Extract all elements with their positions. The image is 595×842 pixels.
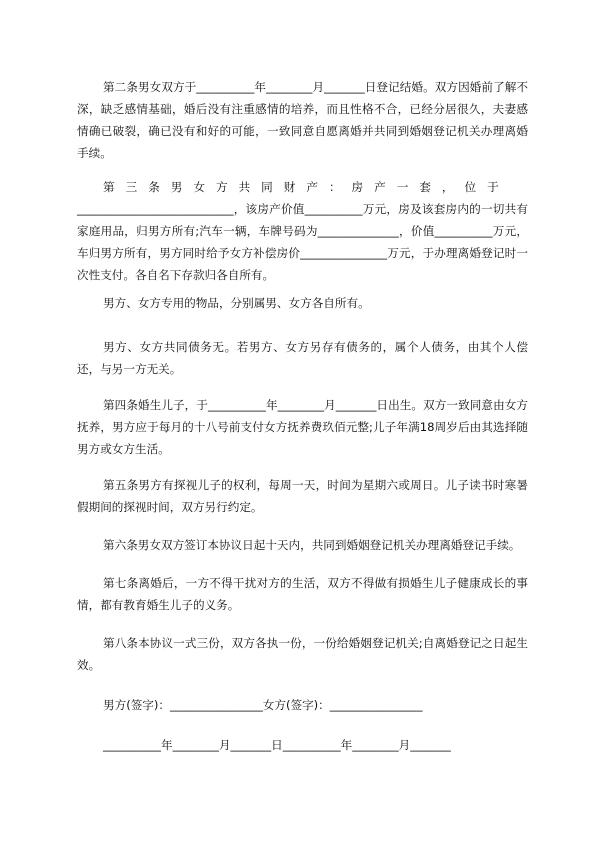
article-3-heading: 第三条男女方共同财产：房产一套，位于 (103, 180, 510, 194)
article-6: 第六条男女双方签订本协议日起十天内，共同到婚姻登记机关办理离婚登记手续。 (103, 538, 521, 552)
article-5: 第五条男方有探视儿子的权利，每周一天，时间为星期六或周日。儿子读书时寒暑假期间的探视时间，双方另行约定。 (77, 478, 528, 514)
article-8: 第八条本协议一式三份，双方各执一份，一份给婚姻登记机关;自离婚登记之日起生效。 (77, 636, 528, 672)
article-7: 第七条离婚后，一方不得干扰对方的生活，双方不得做有损婚生儿子健康成长的事情，都有教育婚生儿子的义务。 (77, 576, 528, 612)
debt-clause: 男方、女方共同债务无。若男方、女方另存有债务的，属个人债务，由其个人偿还，与另一方无关。 (77, 340, 528, 376)
signature-line: 男方(签字)：________________女方(签字)：________________ (103, 698, 423, 712)
article-3-body: ___________________________，该房产价值__________万元，房及该套房内的一切共有家庭用品，归男方所有;汽车一辆，车牌号码为______________，价值__________万元，车归男方所有，男方同时给予女方补偿房价_______________万元，于办理离婚登记时一次性支付。各自名下存款归各自所有。 (77, 202, 528, 282)
personal-items-clause: 男方、女方专用的物品，分别属男、女方各自所有。 (103, 296, 370, 310)
article-4: 第四条婚生儿子，于__________年________月_______日出生。双方一致同意由女方抚养，男方应于每月的十八号前支付女方抚养费玖佰元整;儿子年满18周岁后由其选择随男方或女方生活。 (77, 398, 528, 456)
article-2: 第二条男女双方于__________年________月_______日登记结婚。双方因婚前了解不深，缺乏感情基础，婚后没有注重感情的培养，而且性格不合，已经分居很久，夫妻感情确已破裂，确已没有和好的可能，一致同意自愿离婚并共同到婚姻登记机关办理离婚手续。 (77, 80, 528, 160)
date-line: __________年________月_______日__________年________月_______ (103, 738, 451, 752)
